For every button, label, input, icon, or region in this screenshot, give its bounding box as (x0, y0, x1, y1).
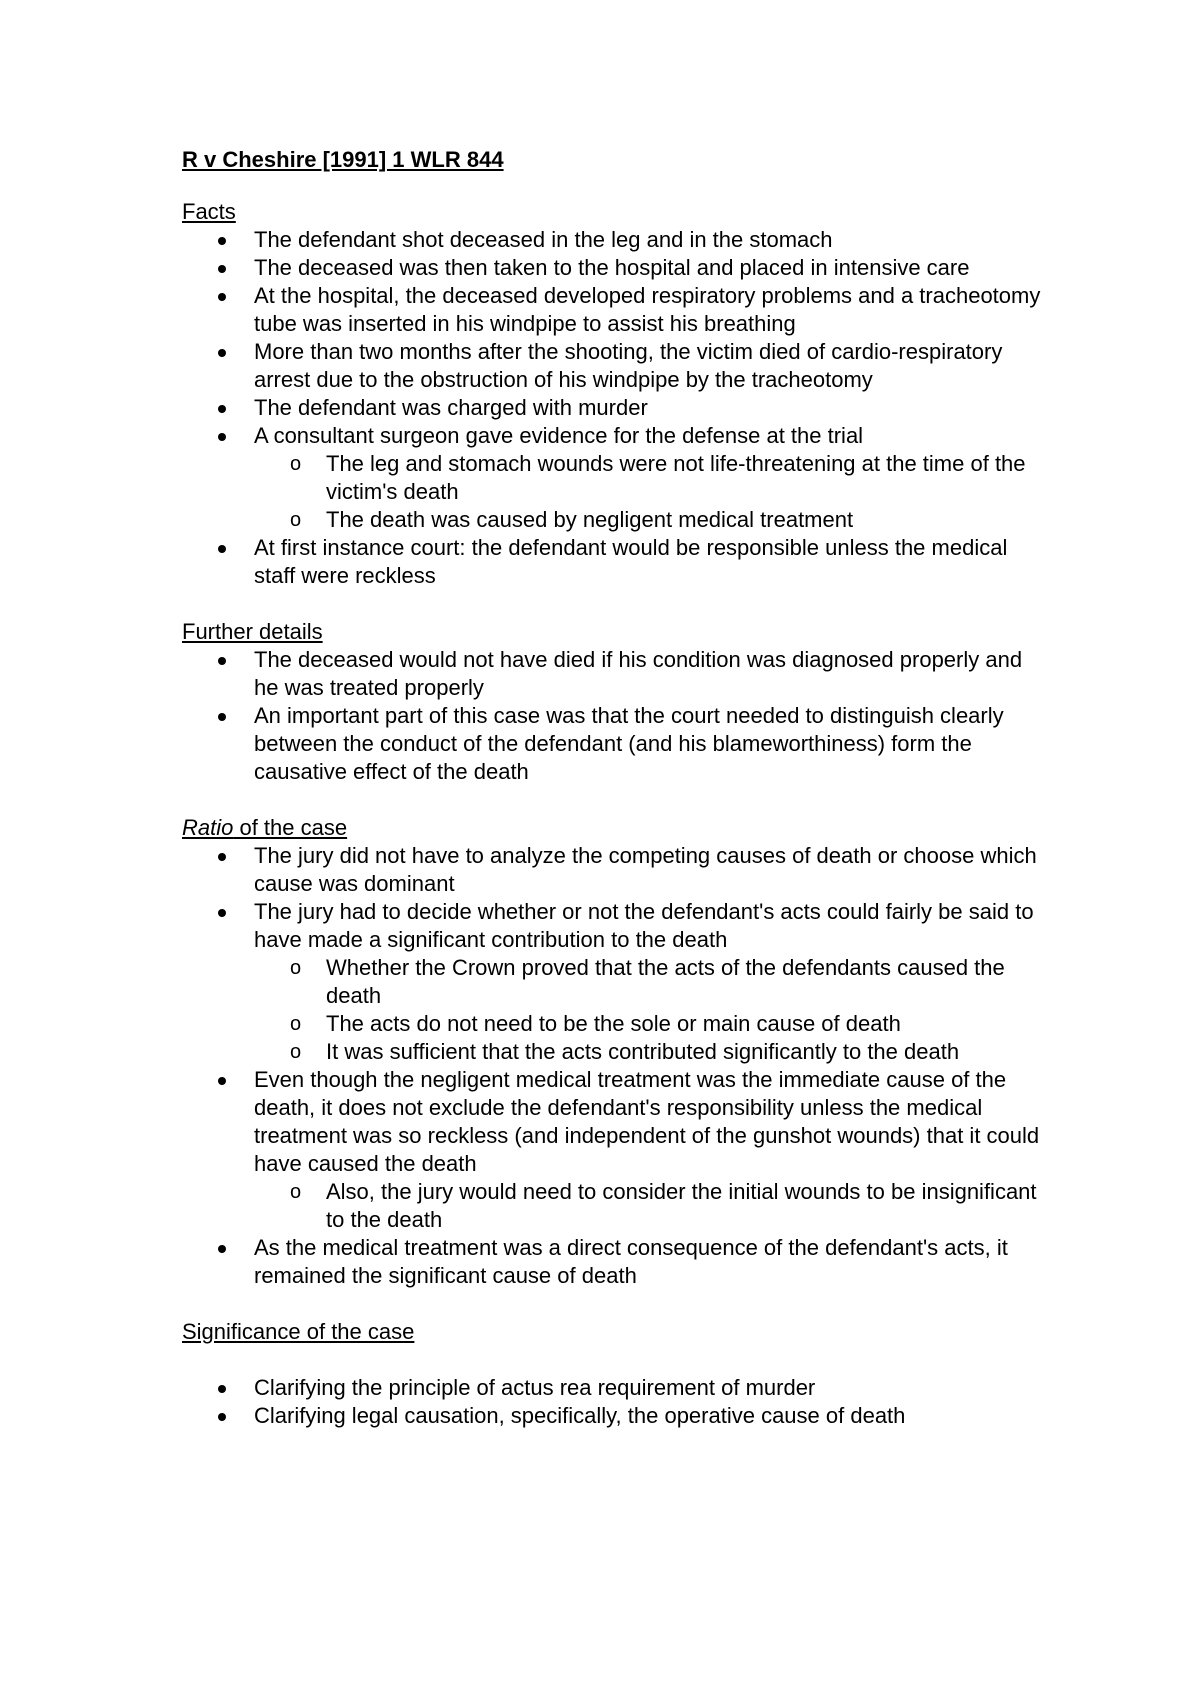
list-item (254, 898, 1050, 1066)
sub-list-item: o The leg and stomach wounds were not life-threatening at the time of the victim's death (326, 450, 1050, 506)
page-title: R v Cheshire [1991] 1 WLR 844 (182, 147, 504, 172)
further-details-list (182, 646, 1050, 786)
sub-list-item: o Also, the jury would need to consider the initial wounds to be insignificant to the death (326, 1178, 1050, 1234)
list-item (254, 1066, 1050, 1234)
list-item: The defendant shot deceased in the leg and in the stomach (254, 226, 1050, 254)
list-item: The defendant was charged with murder (254, 394, 1050, 422)
sub-list-item: o The death was caused by negligent medical treatment (326, 506, 1050, 534)
list-item: Clarifying legal causation, specifically, the operative cause of death (254, 1402, 1050, 1430)
sub-list-item: o The acts do not need to be the sole or main cause of death (326, 1010, 1050, 1038)
further-details-heading: Further details (182, 619, 323, 644)
ratio-list (182, 842, 1050, 1290)
sub-list-item: o It was sufficient that the acts contributed significantly to the death (326, 1038, 1050, 1066)
list-item: The jury did not have to analyze the competing causes of death or choose which cause was dominant (254, 842, 1050, 898)
significance-list (182, 1374, 1050, 1430)
list-item: Clarifying the principle of actus rea requirement of murder (254, 1374, 1050, 1402)
list-item: As the medical treatment was a direct consequence of the defendant's acts, it remained the significant cause of death (254, 1234, 1050, 1290)
list-item (254, 422, 1050, 534)
ratio-heading-italic: Ratio (182, 815, 234, 840)
ratio-sublist-b (254, 1178, 1050, 1234)
facts-list (182, 226, 1050, 590)
list-item-text: A consultant surgeon gave evidence for the defense at the trial (254, 423, 864, 448)
list-item: At the hospital, the deceased developed respiratory problems and a tracheotomy tube was inserted in his windpipe to assist his breathing (254, 282, 1050, 338)
ratio-sublist-a (254, 954, 1050, 1066)
ratio-heading-rest: of the case (233, 815, 348, 840)
significance-heading: Significance of the case (182, 1319, 415, 1344)
list-item: An important part of this case was that the court needed to distinguish clearly between the conduct of the defendant (and his blameworthiness) form the causative effect of the death (254, 702, 1050, 786)
facts-sublist (254, 450, 1050, 534)
facts-heading: Facts (182, 199, 236, 224)
list-item-text: The jury had to decide whether or not the defendant's acts could fairly be said to have made a significant contribution to the death (254, 899, 1034, 952)
list-item: The deceased would not have died if his condition was diagnosed properly and he was treated properly (254, 646, 1050, 702)
list-item: At first instance court: the defendant would be responsible unless the medical staff were reckless (254, 534, 1050, 590)
list-item: The deceased was then taken to the hospital and placed in intensive care (254, 254, 1050, 282)
sub-list-item: o Whether the Crown proved that the acts of the defendants caused the death (326, 954, 1050, 1010)
list-item-text: Even though the negligent medical treatment was the immediate cause of the death, it does not exclude the defendant's responsibility unless the medical treatment was so reckless (and independent of the gunshot wounds) that it could have caused the death (254, 1067, 1040, 1176)
list-item: More than two months after the shooting, the victim died of cardio-respiratory arrest due to the obstruction of his windpipe by the tracheotomy (254, 338, 1050, 394)
ratio-heading (182, 814, 1050, 842)
